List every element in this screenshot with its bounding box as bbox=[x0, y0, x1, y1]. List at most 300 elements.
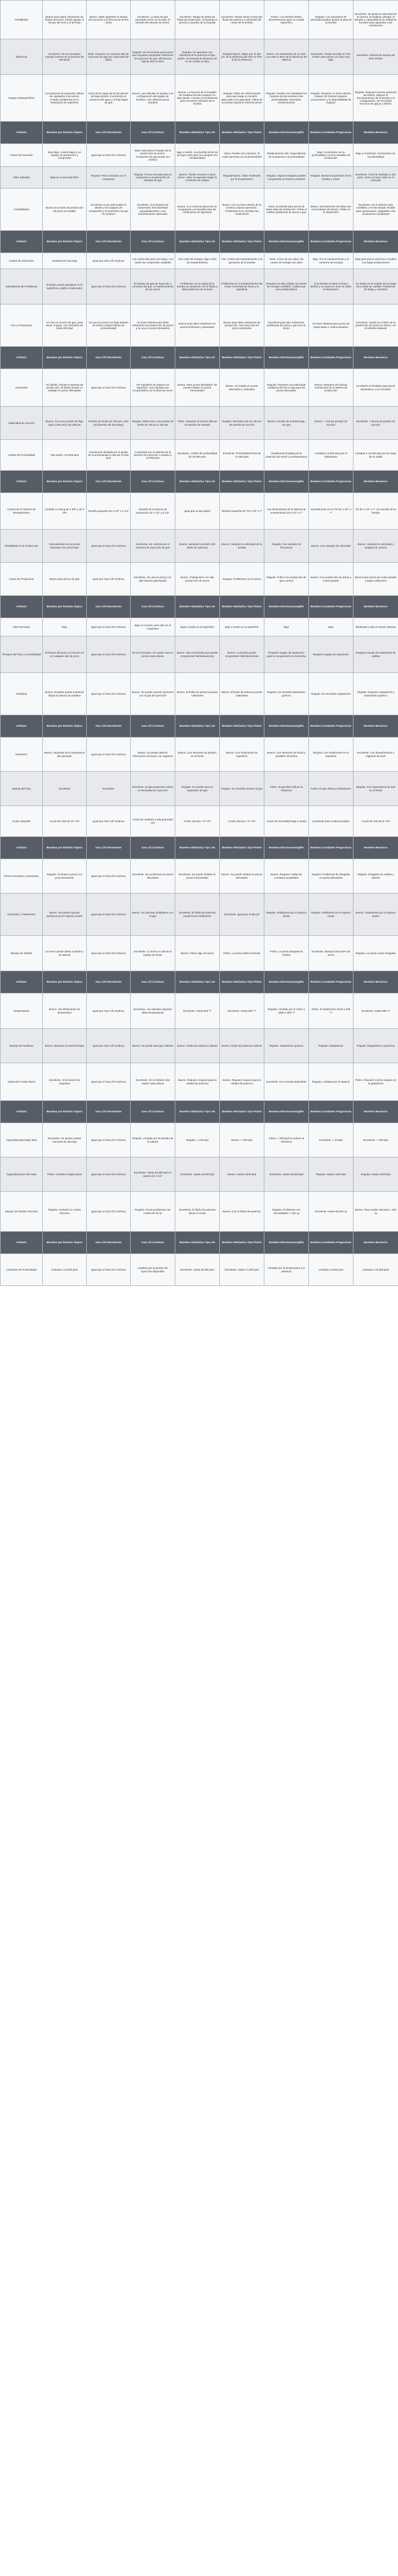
value-cell: Pobre. Requiere al menos 350 psi de presión de entrada bbox=[175, 407, 220, 440]
value-cell: Los pistones de operación deben ser ajustados a los pozos. Pueden problemas en la instalación de superficie bbox=[43, 75, 87, 122]
column-header: Bombas por Émbolo Viajero bbox=[43, 1232, 87, 1254]
column-header: Bombeo Hidráulico Tipo Jet bbox=[175, 1101, 220, 1123]
value-cell: Bajo. Incrementa con la profundidad y en los caudales de producción bbox=[309, 144, 353, 167]
attribute-cell: Uso y Perspectiva bbox=[1, 305, 43, 347]
value-cell: Bueno. Sin limitaciones de temperatura bbox=[43, 993, 87, 1029]
value-cell: Excelente. Igual que el tipo jet bbox=[220, 894, 264, 936]
column-header: Bombeo Cavidades Progresivas bbox=[309, 837, 353, 859]
value-cell: Bueno. Mantiene la tubería limpia bbox=[43, 1029, 87, 1063]
value-cell: Igual que el Gas Lift Continuo bbox=[87, 1157, 131, 1192]
value-cell: Limitado por la temperatura y la potencia bbox=[264, 1254, 309, 1286]
column-header: Atributo bbox=[1, 122, 43, 144]
table-row bbox=[1, 618, 398, 636]
value-cell: Problemas con la carga de la bomba, la cavitación con el fluido y altas presiones de succión bbox=[175, 269, 220, 305]
table-row bbox=[1, 859, 398, 894]
value-cell: Excelente. Es el método más usado costa afuera bbox=[131, 1063, 175, 1101]
value-cell: Crudo de más de 8° API bbox=[353, 806, 398, 837]
value-cell: Regular. Inhibidores por el espacio anular bbox=[264, 894, 309, 936]
value-cell: Limitada a 6,000 pies por el elastómero bbox=[309, 440, 353, 471]
column-header: Bombeo Cavidades Progresivas bbox=[309, 122, 353, 144]
value-cell: Excelente si son adecuados el diseño y los equipos de compresión y el suministro de gas es continuo bbox=[87, 189, 131, 231]
value-cell: Excelente. Sin problemas en pozos desviados bbox=[131, 859, 175, 894]
attribute-cell: Capacidad para Alta Tasa bbox=[1, 1157, 43, 1192]
value-cell: Tipo pistón <10,000 pies bbox=[43, 440, 87, 471]
table-row bbox=[1, 305, 398, 347]
value-cell: Su diseño, incluye el aparejo de producción. El pistón puede no trabajar en pozos desviados bbox=[43, 369, 87, 407]
value-cell: Excelente. Límites de profundidad de 20,000 pies bbox=[175, 440, 220, 471]
value-cell: Regular. Se incrementa para pozos que requieren pequeñas relaciones de inyección de gas. Eficiencias típicas 20% al 35% bbox=[131, 39, 175, 75]
table-row bbox=[1, 738, 398, 772]
value-cell: Bajo costo para el equipo de la producción de pozos. Compresor de gas puede ser costoso bbox=[131, 144, 175, 167]
value-cell: Crudo de viscosidad baja a media bbox=[264, 806, 309, 837]
value-cell: Bueno. Con variador de velocidad bbox=[309, 530, 353, 563]
column-header: Bombeo Hidráulico Tipo Jet bbox=[175, 971, 220, 993]
value-cell: Regular. Poco mercado con el compresor bbox=[87, 167, 131, 189]
value-cell: Bajo. Por el mantenimiento y el consumo de energía bbox=[309, 253, 353, 269]
value-cell: Los costos del pozo son bajos. Los costos de compresión variables bbox=[131, 253, 175, 269]
value-cell: Moderado a alto en áreas urbanas bbox=[353, 618, 398, 636]
value-cell: Pobre. Requiere mucho espacio en la plataforma bbox=[353, 1063, 398, 1101]
value-cell: Bueno. Se puede instalar en pozos desviados bbox=[220, 859, 264, 894]
attribute-cell: Corrosión y Tratamiento bbox=[1, 894, 43, 936]
value-cell: Bueno. Hasta 3,000 bpd bbox=[220, 1157, 264, 1192]
value-cell: Regular. Pobre con producción de gas y arena bbox=[264, 563, 309, 596]
value-cell: Bueno. La bomba puede recuperarse hidráulicamente bbox=[220, 636, 264, 673]
table-row bbox=[1, 1157, 398, 1192]
value-cell: Regular. Requiere una adecuada configuración de la caja para los pozos desviados bbox=[264, 369, 309, 407]
value-cell: Regular. Desgaste de varillas y tubería bbox=[353, 859, 398, 894]
value-cell: Bueno. Un tratamiento de un 40% a un 50% a 50% de la eficiencia del sistema bbox=[264, 39, 309, 75]
table-row bbox=[1, 563, 398, 596]
table-row bbox=[1, 806, 398, 837]
value-cell: Regular. Buena recuperación de la bomba y motor bbox=[309, 167, 353, 189]
value-cell: Regular. Problemas de desgaste en pozos desviados bbox=[309, 859, 353, 894]
attribute-cell: Eficiencia bbox=[1, 39, 43, 75]
column-header: Gas Lift Continuo bbox=[131, 231, 175, 253]
value-cell: Igual que el Gas Lift Continuo bbox=[87, 618, 131, 636]
value-cell: Excelente. Las válvulas soportan altas temperaturas bbox=[131, 993, 175, 1029]
value-cell: Bueno. Depende de la experiencia del operador bbox=[43, 738, 87, 772]
value-cell: Bueno. Requiere de buenas condiciones de la tubería de producción bbox=[309, 369, 353, 407]
value-cell: Igual que el Gas Lift Continuo bbox=[87, 636, 131, 673]
table-row bbox=[1, 75, 398, 122]
value-cell: Regular. Se necesita ventear el gas bbox=[220, 772, 264, 806]
table-row bbox=[1, 1192, 398, 1232]
value-cell: Su diseño es limitado para pozos desviados y a la corrosión bbox=[353, 369, 398, 407]
attribute-cell: Aplicación Costa Afuera bbox=[1, 1063, 43, 1101]
value-cell: Bueno. Requiere radios de curvatura aceptables bbox=[264, 859, 309, 894]
value-cell: Excelente. > 10 bpd bbox=[309, 1123, 353, 1157]
value-cell: Excelente bbox=[87, 772, 131, 806]
value-cell: Bajo en el pozo, pero alto en el compresor bbox=[131, 618, 175, 636]
value-cell: Excelente para crudos pesados bbox=[309, 806, 353, 837]
value-cell: Excelente. Con dinamómetros y registros de nivel bbox=[353, 738, 398, 772]
column-header: Gas Lift Intermitente bbox=[87, 715, 131, 738]
value-cell: Regular-bueno. Mejor que el tipo jet, de la eficiencia del 30% al 40% al de la eficiencia bbox=[220, 39, 264, 75]
table-row bbox=[1, 772, 398, 806]
value-cell: Un buen sistema para pozos de bajas tasas y crudos pesados bbox=[309, 305, 353, 347]
value-cell: Usualmente muy bajo bbox=[43, 253, 87, 269]
value-cell: Regular. Pueden ser instalados los motores de las bombas a las profundidades. Necesitan mantenimiento bbox=[264, 75, 309, 122]
table-header-row bbox=[1, 1232, 398, 1254]
value-cell: Bueno. Con un buen diseño de la bomba y buena operación. Problemas si se cambian las condiciones bbox=[220, 189, 264, 231]
column-header: Bombas por Émbolo Viajero bbox=[43, 596, 87, 618]
value-cell: El pistón puede quedarse en la superficie y dañar el lubricador bbox=[43, 269, 87, 305]
table-header-row bbox=[1, 715, 398, 738]
value-cell: Bueno. El pistón puede mantener limpia la tubería de parafina bbox=[43, 673, 87, 715]
value-cell: Malo. Requiere un volumen alto de inyección de gas por cada barril de fluido bbox=[87, 39, 131, 75]
table-row bbox=[1, 636, 398, 673]
value-cell: Igual que el tipo pistón bbox=[175, 493, 220, 530]
value-cell: Igual que el Gas Lift Continuo bbox=[87, 144, 131, 167]
value-cell: Regular. La arena causa desgaste bbox=[353, 936, 398, 971]
attribute-cell: Pozos Inclinados y Desviados bbox=[1, 859, 43, 894]
value-cell: Limitado a 16,000 pies bbox=[353, 1254, 398, 1286]
value-cell: Regular. Se limita a pozos con poca desviación bbox=[43, 859, 87, 894]
attribute-cell: Manejo de Sólidos bbox=[1, 936, 43, 971]
column-header: Bombas por Émbolo Viajero bbox=[43, 715, 87, 738]
value-cell: Crudo viscoso > 8° API bbox=[220, 806, 264, 837]
value-cell: No es necesario. Se puede usar en pozos costa afuera bbox=[131, 636, 175, 673]
value-cell: Bueno. < 100 psi presión de succión bbox=[309, 407, 353, 440]
attribute-cell: Monitoreo bbox=[1, 738, 43, 772]
column-header: Atributo bbox=[1, 971, 43, 993]
value-cell: Regular. Limitado por el espacio bbox=[309, 1063, 353, 1101]
value-cell: Regular. Problemas con viscosidades > 200 cp bbox=[264, 1192, 309, 1232]
value-cell: Un buen sistema para altos volúmenes de producción de pozos y se usa en pozos desviados bbox=[131, 305, 175, 347]
value-cell: Si la bomba no tiene un buen diseño y se opera en seco se daña el elastómero bbox=[309, 269, 353, 305]
value-cell: Bueno. Con mediciones de superficie bbox=[220, 738, 264, 772]
column-header: Bombas por Émbolo Viajero bbox=[43, 347, 87, 369]
column-header: Bombeo Cavidades Progresivas bbox=[309, 715, 353, 738]
value-cell: Bajo bbox=[264, 618, 309, 636]
value-cell: Crudo de mediana a alta gravedad API bbox=[131, 806, 175, 837]
value-cell: Usualmente limitada por el ajuste de la profundidad a más de 10,000 pies bbox=[87, 440, 131, 471]
value-cell: Bajo a moderado. Incrementa con la profundidad bbox=[353, 144, 398, 167]
column-header: Bombas por Émbolo Viajero bbox=[43, 122, 87, 144]
table-body bbox=[1, 1, 398, 1286]
column-header: Bombeo Mecánico bbox=[353, 471, 398, 493]
attribute-cell: Control de la Tubería de Revestimiento bbox=[1, 493, 43, 530]
value-cell: Bueno. Para pozos desviados. Se puede instalar en pozos horizontales bbox=[175, 369, 220, 407]
column-header: Bombeo Electrosumergible bbox=[264, 1101, 309, 1123]
value-cell: Limitada a 16,000 pies por la carga de la varilla bbox=[353, 440, 398, 471]
value-cell: Excelente. Hasta 500 °F bbox=[175, 993, 220, 1029]
value-cell: Requiere equipo de reparación para la recuperación de la bomba bbox=[264, 636, 309, 673]
column-header: Bombeo Hidráulico Tipo Pistón bbox=[220, 715, 264, 738]
column-header: Bombeo Hidráulico Tipo Jet bbox=[175, 122, 220, 144]
value-cell: Regular. > 100 bpd bbox=[175, 1123, 220, 1157]
value-cell: Usualmente limitada por la potencia del motor y la temperatura bbox=[264, 440, 309, 471]
value-cell: Excelente. Fácil de trasladar a otro pozo. Tiene un buen valor en el mercado bbox=[353, 167, 398, 189]
table-row bbox=[1, 1063, 398, 1101]
value-cell: Regular. Limitado en crudos viscosos bbox=[43, 1192, 87, 1232]
column-header: Bombeo Mecánico bbox=[353, 596, 398, 618]
column-header: Bombeo Hidráulico Tipo Pistón bbox=[220, 596, 264, 618]
value-cell: El tiempo del pozo y el acceso es en cualquier tipo de pozo bbox=[43, 636, 87, 673]
value-cell: Controlado por el sistema de la presión de inyección. Limitado a 10,000 pies bbox=[131, 440, 175, 471]
value-cell: Pobre. Los bombas deben dimensionarse para un caudal específico bbox=[264, 1, 309, 39]
value-cell: Bueno. < 100 bpd bbox=[220, 1123, 264, 1157]
column-header: Bombeo Hidráulico Tipo Jet bbox=[175, 231, 220, 253]
table-row bbox=[1, 369, 398, 407]
value-cell: Regular. Debe ser seleccionado para que tenga un tamaño adecuado y la capacidad. Fallas de la bomba requieren intervenciones bbox=[220, 75, 264, 122]
value-cell: Excelente. Hasta 30,000 bpd en tubería de 4 1/2" bbox=[131, 1157, 175, 1192]
column-header: Atributo bbox=[1, 596, 43, 618]
value-cell: Pobre. El elastómero limita a 250 °F bbox=[309, 993, 353, 1029]
attribute-cell: Nivel de Ruido bbox=[1, 618, 43, 636]
column-header: Gas Lift Continuo bbox=[131, 122, 175, 144]
table-header-row bbox=[1, 122, 398, 144]
column-header: Gas Lift Intermitente bbox=[87, 122, 131, 144]
value-cell: Regular. Pocos problemas con crudos de 20 cp bbox=[131, 1192, 175, 1232]
attribute-cell: Flexibilidad bbox=[1, 1, 43, 39]
attribute-cell: Costos de Inversión bbox=[1, 144, 43, 167]
value-cell: Presión de fondo de 150 psi a 250 psi (presión de descarga) bbox=[87, 407, 131, 440]
value-cell: Igual que el Gas Lift Continuo bbox=[87, 894, 131, 936]
value-cell: Igual que el Gas Lift Continuo bbox=[87, 369, 131, 407]
value-cell: Bueno. Se puede usar gas caliente bbox=[131, 1029, 175, 1063]
column-header: Gas Lift Intermitente bbox=[87, 471, 131, 493]
column-header: Bombeo Electrosumergible bbox=[264, 596, 309, 618]
column-header: Bombeo Hidráulico Tipo Jet bbox=[175, 596, 220, 618]
column-header: Gas Lift Intermitente bbox=[87, 1101, 131, 1123]
column-header: Bombeo Cavidades Progresivas bbox=[309, 1232, 353, 1254]
attribute-cell: Límites de Profundidad bbox=[1, 440, 43, 471]
column-header: Atributo bbox=[1, 231, 43, 253]
value-cell: Excelente. Maneja hasta 50% de arena bbox=[309, 936, 353, 971]
column-header: Bombeo Electrosumergible bbox=[264, 471, 309, 493]
value-cell: Excelente. Puede exceder el 70% al 60% para pozos con flujo muy bajo bbox=[309, 39, 353, 75]
value-cell: Excelente. Hasta 30,000 bpd bbox=[264, 1157, 309, 1192]
value-cell: Extra de la carga de los productos de baja presión. Incrementa el consumo del agua y el flujo bajos de gas bbox=[87, 75, 131, 122]
column-header: Bombeo Cavidades Progresivas bbox=[309, 971, 353, 993]
table-row bbox=[1, 993, 398, 1029]
value-cell: Igual que el Gas Lift Continuo bbox=[87, 738, 131, 772]
value-cell: Pobre. El gas libre reduce la eficiencia bbox=[264, 772, 309, 806]
column-header: Bombeo Cavidades Progresivas bbox=[309, 347, 353, 369]
table-row bbox=[1, 936, 398, 971]
value-cell: Regular. Se puede usar un separador de gas bbox=[175, 772, 220, 806]
value-cell: Relativamente alto. Dependiendo de la potencia y la profundidad bbox=[264, 144, 309, 167]
column-header: Bombeo Electrosumergible bbox=[264, 122, 309, 144]
value-cell: Buena. Con una presión de flujo baja (<150 psi) y de 200 psi bbox=[43, 407, 87, 440]
value-cell: Regular. Se necesitan raspadores bbox=[309, 673, 353, 715]
value-cell: Igual que Gas Lift Continuo bbox=[87, 806, 131, 837]
value-cell: Regular. Se necesita tratamiento químico bbox=[264, 673, 309, 715]
value-cell: Alto. Costos del mantenimiento y la operación de la bomba bbox=[220, 253, 264, 269]
column-header: Bombeo Hidráulico Tipo Pistón bbox=[220, 122, 264, 144]
value-cell: Regular. Tratamiento químico bbox=[264, 1029, 309, 1063]
attribute-cell: Limitación de Profundidad bbox=[1, 1254, 43, 1286]
value-cell: Tamaño pequeño de TR 4 1/2" a 7" bbox=[220, 493, 264, 530]
value-cell: Igual que Gas Lift Continuo bbox=[87, 993, 131, 1029]
value-cell: Excelente para alto volúmenes, problemas de arena y gas son un factor bbox=[264, 305, 309, 347]
value-cell: Igual que el Gas Lift Continuo bbox=[87, 1123, 131, 1157]
value-cell: Excelente. Si se tienen los requisitos bbox=[43, 1063, 87, 1101]
value-cell: Bajo bbox=[309, 618, 353, 636]
table-header-row bbox=[1, 231, 398, 253]
value-cell: Igual que Gas Lift Continuo bbox=[87, 563, 131, 596]
artificial-lift-comparison-table bbox=[0, 0, 398, 1286]
column-header: Bombeo Electrosumergible bbox=[264, 715, 309, 738]
table-row bbox=[1, 167, 398, 189]
table-row bbox=[1, 1123, 398, 1157]
value-cell: Bueno. Se puede inyectar químicos con el gas de inyección bbox=[131, 673, 175, 715]
column-header: Gas Lift Continuo bbox=[131, 1101, 175, 1123]
value-cell: Regular. Raspadores y químicos bbox=[353, 1029, 398, 1063]
column-header: Gas Lift Continuo bbox=[131, 596, 175, 618]
value-cell: Bueno. Tolera algo de arena bbox=[175, 936, 220, 971]
column-header: Gas Lift Continuo bbox=[131, 1232, 175, 1254]
value-cell: Bueno. Requiere espacio para la unidad de potencia bbox=[175, 1063, 220, 1101]
value-cell: Excelente. < 100 bpd bbox=[353, 1123, 398, 1157]
table-row bbox=[1, 39, 398, 75]
value-cell: Normalmente es en TR de 4 1/2" a 7" bbox=[309, 493, 353, 530]
column-header: Gas Lift Continuo bbox=[131, 347, 175, 369]
value-cell: Pobre. La arena desgasta la bomba bbox=[264, 936, 309, 971]
table-row bbox=[1, 253, 398, 269]
column-header: Bombeo Hidráulico Tipo Pistón bbox=[220, 1101, 264, 1123]
value-cell: Bueno. Trabaja bien con alta producción de arena bbox=[175, 563, 220, 596]
value-cell: Bajo a medio. Una bomba de jet es de bajo costo pero los equipos son considerables bbox=[175, 144, 220, 167]
column-header: Bombeo Mecánico bbox=[353, 971, 398, 993]
value-cell: Bueno. Puede moverse a otros pozos. Valor recuperado según la condición del equipo bbox=[175, 167, 220, 189]
value-cell: Varía. Si los Hp son altos, los costos de energía son altos bbox=[264, 253, 309, 269]
column-header: Bombeo Mecánico bbox=[353, 347, 398, 369]
value-cell: Varía. Excelente para pozos de tasas altas de producción. Pobre si existen problemas de arena o gas bbox=[264, 189, 309, 231]
column-header: Atributo bbox=[1, 347, 43, 369]
value-cell: Bueno. Usa una bomba que puede recuperarse hidráulicamente bbox=[175, 636, 220, 673]
value-cell: Regular. Requiere buenas prácticas de diseño. Mejorar el funcionamiento de la bomba y la configuración. Se necesitan técnicas de apoyo y diseño bbox=[353, 75, 398, 122]
column-header: Bombeo Cavidades Progresivas bbox=[309, 471, 353, 493]
value-cell: Bueno para bajos volúmenes de fluidos del pozo. Puede ajustar el tiempo del ciclo y el del flujo bbox=[43, 1, 87, 39]
value-cell: Varía. Pueden ser costosos. El costo aumenta con la profundidad bbox=[220, 144, 264, 167]
value-cell: Buena. La fracción de la boquilla de mediana bomba requiere un bajo ajuste. Cuenta con problemas para encontrar cámaras de la bomba bbox=[175, 75, 220, 122]
value-cell: Igual que el Gas Lift Continuo bbox=[87, 859, 131, 894]
value-cell: Bueno. Con sensores de fondo y variables eléctricas bbox=[264, 738, 309, 772]
value-cell: Sin requisitos de espacio en superficie. Sus válvulas son recuperables con la línea de acero bbox=[131, 369, 175, 407]
value-cell: Tamaño pequeño de 4 1/2" y 5 1/2" bbox=[87, 493, 131, 530]
value-cell: Excelente. Profundidad límite de 17,000 pies bbox=[220, 440, 264, 471]
value-cell: Regular-bueno. Valor moderado por la recuperación bbox=[220, 167, 264, 189]
value-cell: Bueno para altos volúmenes en pozos profundos y desviados bbox=[175, 305, 220, 347]
column-header: Atributo bbox=[1, 1101, 43, 1123]
table-row bbox=[1, 269, 398, 305]
table-header-row bbox=[1, 971, 398, 993]
value-cell: Excelente. Se puede instalar en pozos horizontales bbox=[175, 859, 220, 894]
value-cell: Bajo en el mercado libre bbox=[43, 167, 87, 189]
value-cell: TR de 4 1/2" a 7" con tamaño de la bomba bbox=[353, 493, 398, 530]
value-cell: Bueno. Normalmente los fallos son una limitante de tiempo. Fallas en el elastómero bbox=[309, 189, 353, 231]
column-header: Bombeo Hidráulico Tipo Pistón bbox=[220, 471, 264, 493]
value-cell: Excelente. Con energía disponible bbox=[264, 1063, 309, 1101]
attribute-cell: Capacidad para Baja Tasa bbox=[1, 1123, 43, 1157]
value-cell: Igual que el Gas Lift Continuo bbox=[87, 530, 131, 563]
value-cell: Excelente. El gas producido reduce la necesidad de inyección bbox=[131, 772, 175, 806]
column-header: Gas Lift Intermitente bbox=[87, 837, 131, 859]
value-cell: Bueno. Fluido de potencia caliente bbox=[175, 1029, 220, 1063]
value-cell: Regular. Problemas con la arena bbox=[220, 563, 264, 596]
value-cell: Bueno para pozos de crudo pesado y bajos volúmenes bbox=[353, 563, 398, 596]
value-cell: Regular. Se aproxima a la eficiencia de la potencia al tipo pistón, incrementa la eficiencia de un 10 al 30% al 35% bbox=[175, 39, 220, 75]
column-header: Atributo bbox=[1, 1232, 43, 1254]
value-cell: Bueno. Se puede obtener información del pozo con registros bbox=[131, 738, 175, 772]
column-header: Bombeo Cavidades Progresivas bbox=[309, 231, 353, 253]
column-header: Bombeo Cavidades Progresivas bbox=[309, 596, 353, 618]
column-header: Bombeo Hidráulico Tipo Jet bbox=[175, 715, 220, 738]
column-header: Atributo bbox=[1, 837, 43, 859]
value-cell: Bueno. Tratamiento por el espacio anular bbox=[353, 894, 398, 936]
table-header-row bbox=[1, 471, 398, 493]
value-cell: Igual que Gas Lift Continuo bbox=[87, 253, 131, 269]
attribute-cell: Geometría bbox=[1, 369, 43, 407]
value-cell: Bueno. Con correcta selección de la garganta y la boquilla para las condiciones de operación bbox=[175, 189, 220, 231]
value-cell: Bueno. Se instala en pozos desviados y verticales bbox=[220, 369, 264, 407]
value-cell: Normalmente es en pozos fluyentes con pocos bpd bbox=[43, 530, 87, 563]
column-header: Bombeo Electrosumergible bbox=[264, 347, 309, 369]
value-cell: Bueno. Requiere espacio para la unidad de potencia bbox=[220, 1063, 264, 1101]
table-row bbox=[1, 407, 398, 440]
value-cell: Bueno. Debe ajustarse el tiempo de inyección y la frecuencia de los ciclos bbox=[87, 1, 131, 39]
table-header-row bbox=[1, 347, 398, 369]
attribute-cell: Equipo Subsuperficial bbox=[1, 75, 43, 122]
column-header: Bombeo Mecánico bbox=[353, 122, 398, 144]
column-header: Bombeo Hidráulico Tipo Pistón bbox=[220, 971, 264, 993]
column-header: Bombeo Mecánico bbox=[353, 231, 398, 253]
value-cell: Excelente. Es el sistema más confiable y el más simple, flexible para operaciones, adaptable a las condiciones cambiantes bbox=[353, 189, 398, 231]
value-cell: Bueno. Con sensores de presión en el fondo bbox=[175, 738, 220, 772]
attribute-cell: Manejo de Fluidos Viscosos bbox=[1, 1192, 43, 1232]
value-cell: Bueno. Las válvulas se ajustan a la configuración del equipo de bombeo. Son diseños pocos cambios bbox=[131, 75, 175, 122]
value-cell: Las dimensiones de la tubería de revestimiento de 5 1/2" a 7" bbox=[264, 493, 309, 530]
column-header: Bombeo Mecánico bbox=[353, 837, 398, 859]
value-cell: Excelente. Hasta 550 °F bbox=[353, 993, 398, 1029]
value-cell: Excelente. Usado en el 85% de la producción de pozos en EEUU. Es el método estándar bbox=[353, 305, 398, 347]
value-cell: Excelente. Se controla por el volumen de inyección de gas bbox=[131, 530, 175, 563]
table-row bbox=[1, 493, 398, 530]
column-header: Atributo bbox=[1, 715, 43, 738]
value-cell: Crudo viscoso > 8° API bbox=[175, 806, 220, 837]
value-cell: Bueno. Con producción de arena y crudo pesado bbox=[309, 563, 353, 596]
column-header: Bombeo Electrosumergible bbox=[264, 971, 309, 993]
value-cell: Muy Bajo. Costos bajos y un equipo de producción y compresión bbox=[43, 144, 87, 167]
column-header: Gas Lift Intermitente bbox=[87, 231, 131, 253]
column-header: Bombas por Émbolo Viajero bbox=[43, 837, 87, 859]
value-cell: Bajo bbox=[43, 618, 87, 636]
column-header: Gas Lift Continuo bbox=[131, 837, 175, 859]
value-cell: Igual que el Gas Lift Continuo bbox=[87, 1254, 131, 1286]
attribute-cell: Parafinas bbox=[1, 673, 43, 715]
attribute-cell: Manejo de Parafinas bbox=[1, 1029, 43, 1063]
column-header: Bombeo Hidráulico Tipo Jet bbox=[175, 837, 220, 859]
value-cell: Bueno. Para crudos viscosos < 200 cp bbox=[353, 1192, 398, 1232]
value-cell: Pobre. La arena daña la bomba bbox=[220, 936, 264, 971]
attribute-cell: Casos de Producción bbox=[1, 563, 43, 596]
table-row bbox=[1, 189, 398, 231]
value-cell: Excelente. Se ajusta la velocidad de la carrera, la longitud, plunger, el tamaño y capacidad de la unidad de bombeo para ajustarse a las condiciones bbox=[353, 1, 398, 39]
value-cell: Excelente. Se usa en pozos con alta relación gas-líquido bbox=[131, 563, 175, 596]
value-cell: Excelente. No es necesario energía externa en el proceso de elevación bbox=[43, 39, 87, 75]
column-header: Bombeo Cavidades Progresivas bbox=[309, 1101, 353, 1123]
value-cell: Excelente. Se ajusta a tasas menores de 200 bpd bbox=[43, 1123, 87, 1157]
value-cell: Pobre. Limitado a bajas tasas bbox=[43, 1157, 87, 1192]
column-header: Bombas por Émbolo Viajero bbox=[43, 231, 87, 253]
value-cell: Regular. Raspadores bbox=[309, 1029, 353, 1063]
column-header: Bombeo Electrosumergible bbox=[264, 231, 309, 253]
value-cell: Regular. Con variador de frecuencia bbox=[264, 530, 309, 563]
value-cell: Regular. Limitado por el motor y cable a 350 °F bbox=[264, 993, 309, 1029]
